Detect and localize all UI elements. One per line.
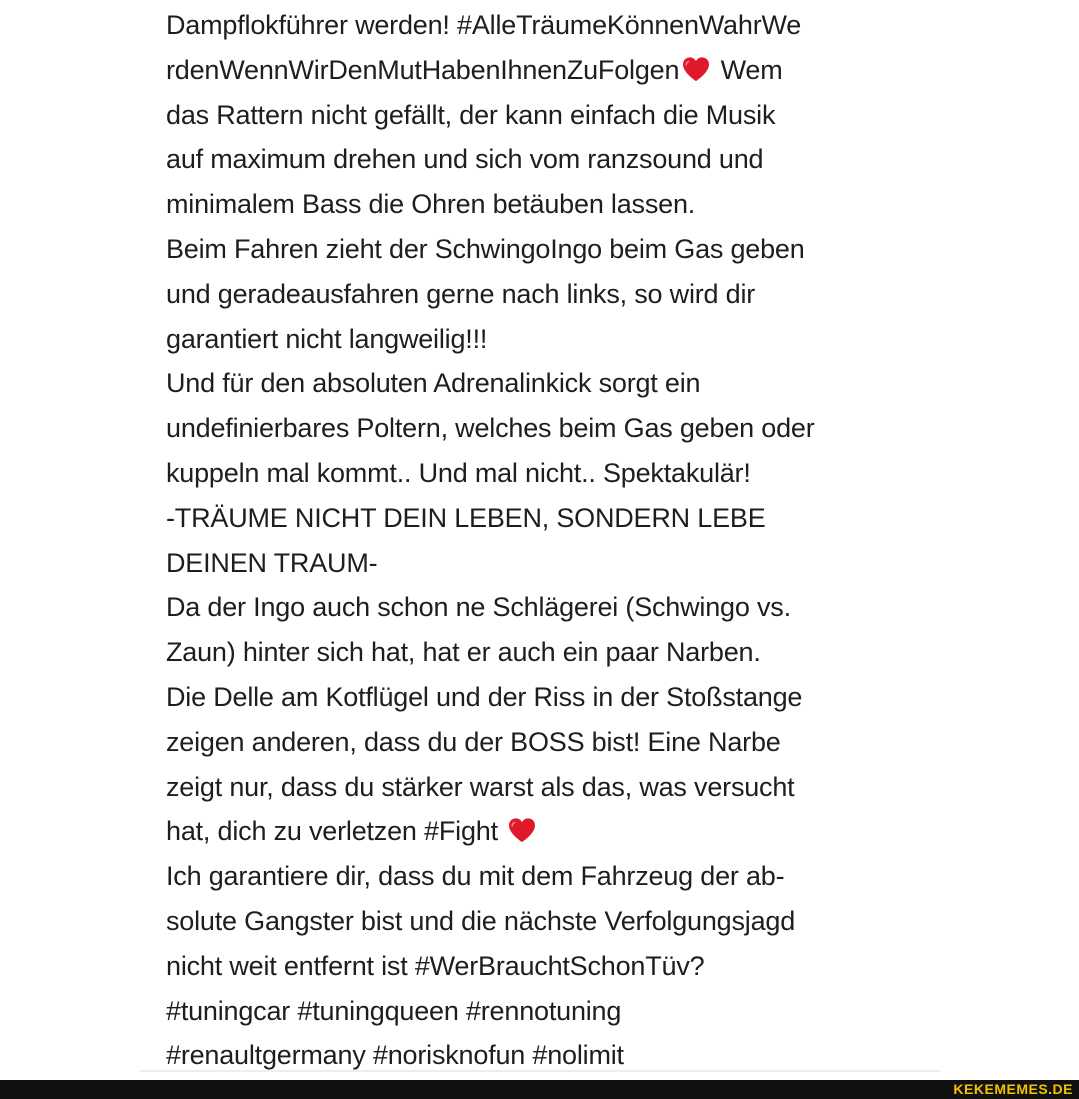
post-line: undefinierbares Poltern, welches beim Gas geben oder — [166, 413, 815, 444]
post-line: auf maximum drehen und sich vom ranzsound und — [166, 144, 764, 175]
post-line — [166, 48, 926, 93]
post-line: garantiert nicht langweilig!!! — [166, 323, 488, 354]
post-line: minimalem Bass die Ohren betäuben lassen. — [166, 189, 696, 220]
post-line — [166, 809, 926, 854]
post-line: zeigt nur, dass du stärker warst als das, was versucht — [166, 771, 795, 802]
post-line: kuppeln mal kommt.. Und mal nicht.. Spektakulär! — [166, 457, 751, 488]
red-heart-icon — [681, 56, 711, 82]
post-line: Da der Ingo auch schon ne Schlägerei (Schwingo vs. — [166, 592, 791, 623]
post-line: das Rattern nicht gefällt, der kann einfach die Musik — [166, 99, 776, 130]
post-line: #tuningcar #tuningqueen #rennotuning — [166, 995, 622, 1026]
post-line: -TRÄUME NICHT DEIN LEBEN, SONDERN LEBE — [166, 502, 766, 533]
post-line: Zaun) hinter sich hat, hat er auch ein paar Narben. — [166, 637, 761, 668]
post-line-text: hat, dich zu verletzen #Fight — [166, 816, 498, 847]
post-line-text: Wem — [713, 54, 783, 85]
post-line: DEINEN TRAUM- — [166, 547, 378, 578]
post-line: Dampflokführer werden! #AlleTräumeKönnenWahrWe — [166, 10, 802, 40]
post-content — [166, 0, 926, 1080]
red-heart-icon — [507, 817, 537, 843]
post-line-text: rdenWennWirDenMutHabenIhnenZuFolgen — [166, 54, 680, 85]
post-line: Und für den absoluten Adrenalinkick sorgt ein — [166, 368, 701, 399]
post-line: nicht weit entfernt ist #WerBrauchtSchonTüv? — [166, 950, 705, 981]
post-line: Beim Fahren zieht der SchwingoIngo beim Gas geben — [166, 233, 805, 264]
divider — [140, 1070, 940, 1072]
watermark-bar — [0, 1080, 1079, 1099]
post-line: und geradeausfahren gerne nach links, so wird dir — [166, 278, 756, 309]
post-line: solute Gangster bist und die nächste Verfolgungsjagd — [166, 905, 796, 936]
post-line: zeigen anderen, dass du der BOSS bist! Eine Narbe — [166, 726, 781, 757]
post-line: Ich garantiere dir, dass du mit dem Fahrzeug der ab- — [166, 861, 785, 892]
post-line: Die Delle am Kotflügel und der Riss in der Stoßstange — [166, 681, 803, 712]
watermark-text: KEKEMEMES.DE — [953, 1081, 1073, 1097]
post-text — [166, 0, 926, 1078]
post-line: #renaultgermany #norisknofun #nolimit — [166, 1040, 624, 1071]
